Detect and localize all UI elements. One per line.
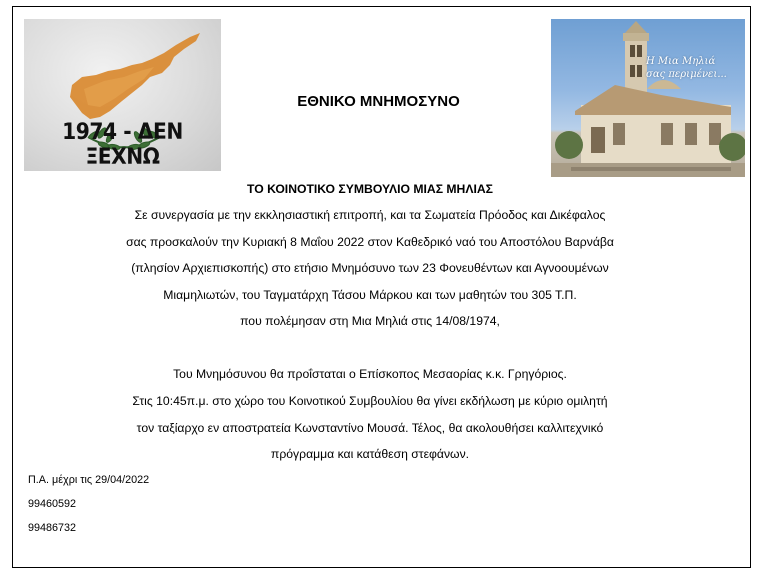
overlay-line-2: σας περιμένει... [646,69,727,80]
image-caption: 1974 - ΔΕΝ ΞΕΧΝΩ [62,120,183,170]
paragraph-line: πρόγραμμα και κατάθεση στεφάνων. [270,447,470,461]
paragraph-line: Του Μνημόσυνου θα προΐσταται ο Επίσκοπος Μεσαορίας κ.κ. Γρηγόριος. [173,367,567,381]
paragraph-line: Στις 10:45π.μ. στο χώρο του Κοινοτικού Συμβουλίου θα γίνει εκδήλωση με κύριο ομιλητή [132,394,608,408]
document-title [0,93,765,110]
document-title-text: ΕΘΝΙΚΟ ΜΝΗΜΟΣΥΝΟ [297,93,460,110]
paragraph-line: τον ταξίαρχο εν αποστρατεία Κωνσταντίνο Μουσά. Τέλος, θα ακολουθήσει καλλιτεχνικό [136,421,604,435]
paragraph-line: (πλησίον Αρχιεπισκοπής) στο ετήσιο Μνημόσυνο των 23 Φονευθέντων και Αγνοουμένων [131,261,609,275]
overlay-line-1: Η Μια Μηλιά [646,56,716,67]
paragraph-line: σας προσκαλούν την Κυριακή 8 Μαΐου 2022 στον Καθεδρικό ναό του Αποστόλου Βαρνάβα [126,235,614,249]
phone-number: 99486732 [28,522,77,534]
paragraph-line: που πολέμησαν στη Μια Μηλιά στις 14/08/1974, [240,314,500,328]
paragraph-line: Μιαμηλιωτών, του Ταγματάρχη Τάσου Μάρκου και των μαθητών του 305 Τ.Π. [163,288,577,302]
council-heading: ΤΟ ΚΟΙΝΟΤΙΚΟ ΣΥΜΒΟΥΛΙΟ ΜΙΑΣ ΜΗΛΙΑΣ [247,182,493,196]
photo-overlay-text [646,55,727,81]
phone-number: 99460592 [28,498,77,510]
paragraph-line: Σε συνεργασία με την εκκλησιαστική επιτροπή, και τα Σωματεία Πρόοδος και Δικέφαλος [134,208,606,222]
rsvp-deadline: Π.Α. μέχρι τις 29/04/2022 [28,474,150,486]
